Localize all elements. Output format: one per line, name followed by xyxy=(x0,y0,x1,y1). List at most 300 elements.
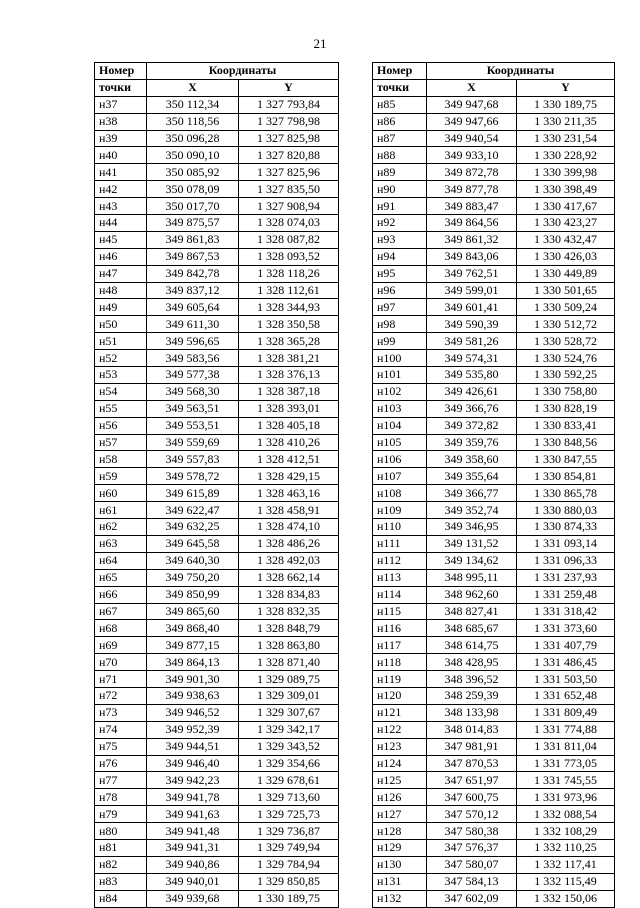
x-coordinate-cell: 347 580,38 xyxy=(427,823,517,840)
x-coordinate-cell: 349 599,01 xyxy=(427,282,517,299)
point-number-cell: н115 xyxy=(373,603,427,620)
y-coordinate-cell: 1 332 110,25 xyxy=(517,839,615,856)
table-row xyxy=(373,434,615,451)
x-coordinate-cell: 349 366,76 xyxy=(427,400,517,417)
point-number-cell: н47 xyxy=(95,265,147,282)
x-coordinate-cell: 348 614,75 xyxy=(427,637,517,654)
y-coordinate-cell: 1 328 118,26 xyxy=(239,265,339,282)
y-coordinate-cell: 1 328 093,52 xyxy=(239,248,339,265)
table-row xyxy=(95,316,339,333)
point-number-cell: н104 xyxy=(373,417,427,434)
y-coordinate-cell: 1 329 713,60 xyxy=(239,789,339,806)
table-row xyxy=(95,383,339,400)
y-coordinate-cell: 1 327 793,84 xyxy=(239,96,339,113)
y-coordinate-cell: 1 330 528,72 xyxy=(517,333,615,350)
table-row xyxy=(373,704,615,721)
table-row xyxy=(373,282,615,299)
point-number-cell: н60 xyxy=(95,485,147,502)
table-row xyxy=(373,198,615,215)
table-row xyxy=(373,890,615,907)
x-coordinate-cell: 347 600,75 xyxy=(427,789,517,806)
table-row xyxy=(373,552,615,569)
y-coordinate-cell: 1 330 758,80 xyxy=(517,383,615,400)
y-coordinate-cell: 1 328 410,26 xyxy=(239,434,339,451)
y-coordinate-cell: 1 331 811,04 xyxy=(517,738,615,755)
point-number-cell: н119 xyxy=(373,671,427,688)
y-coordinate-cell: 1 329 307,67 xyxy=(239,704,339,721)
y-coordinate-cell: 1 329 725,73 xyxy=(239,806,339,823)
x-coordinate-cell: 348 014,83 xyxy=(427,721,517,738)
point-number-cell: н118 xyxy=(373,654,427,671)
point-number-cell: н43 xyxy=(95,198,147,215)
y-coordinate-cell: 1 329 343,52 xyxy=(239,738,339,755)
point-number-cell: н79 xyxy=(95,806,147,823)
y-coordinate-cell: 1 328 662,14 xyxy=(239,569,339,586)
table-row xyxy=(373,333,615,350)
point-number-cell: н40 xyxy=(95,147,147,164)
x-coordinate-cell: 348 259,39 xyxy=(427,687,517,704)
table-row xyxy=(373,535,615,552)
point-number-cell: н39 xyxy=(95,130,147,147)
table-row xyxy=(373,806,615,823)
x-coordinate-cell: 349 611,30 xyxy=(147,316,239,333)
x-coordinate-cell: 349 577,38 xyxy=(147,367,239,384)
y-coordinate-cell: 1 328 376,13 xyxy=(239,367,339,384)
y-coordinate-cell: 1 330 231,54 xyxy=(517,130,615,147)
y-coordinate-cell: 1 328 463,16 xyxy=(239,485,339,502)
header-point-number: Номер xyxy=(373,63,427,80)
point-number-cell: н121 xyxy=(373,704,427,721)
y-coordinate-cell: 1 330 399,98 xyxy=(517,164,615,181)
point-number-cell: н69 xyxy=(95,637,147,654)
table-row xyxy=(373,485,615,502)
y-coordinate-cell: 1 328 405,18 xyxy=(239,417,339,434)
table-row xyxy=(373,839,615,856)
table-row xyxy=(95,535,339,552)
table-row xyxy=(95,856,339,873)
point-number-cell: н94 xyxy=(373,248,427,265)
x-coordinate-cell: 349 750,20 xyxy=(147,569,239,586)
header-x: X xyxy=(427,79,517,96)
y-coordinate-cell: 1 331 652,48 xyxy=(517,687,615,704)
point-number-cell: н89 xyxy=(373,164,427,181)
x-coordinate-cell: 349 868,40 xyxy=(147,620,239,637)
point-number-cell: н120 xyxy=(373,687,427,704)
x-coordinate-cell: 349 861,83 xyxy=(147,231,239,248)
point-number-cell: н130 xyxy=(373,856,427,873)
x-coordinate-cell: 349 946,52 xyxy=(147,704,239,721)
table-row xyxy=(95,637,339,654)
y-coordinate-cell: 1 330 228,92 xyxy=(517,147,615,164)
table-row xyxy=(95,806,339,823)
point-number-cell: н100 xyxy=(373,350,427,367)
point-number-cell: н83 xyxy=(95,873,147,890)
y-coordinate-cell: 1 328 412,51 xyxy=(239,451,339,468)
table-row xyxy=(373,383,615,400)
x-coordinate-cell: 349 559,69 xyxy=(147,434,239,451)
y-coordinate-cell: 1 331 237,93 xyxy=(517,569,615,586)
y-coordinate-cell: 1 330 423,27 xyxy=(517,215,615,232)
table-row xyxy=(373,721,615,738)
header-y: Y xyxy=(517,79,615,96)
y-coordinate-cell: 1 329 850,85 xyxy=(239,873,339,890)
x-coordinate-cell: 349 952,39 xyxy=(147,721,239,738)
header-coordinates: Координаты xyxy=(147,63,339,80)
y-coordinate-cell: 1 328 834,83 xyxy=(239,586,339,603)
table-row xyxy=(95,400,339,417)
point-number-cell: н129 xyxy=(373,839,427,856)
x-coordinate-cell: 349 883,47 xyxy=(427,198,517,215)
y-coordinate-cell: 1 328 848,79 xyxy=(239,620,339,637)
page-number: 21 xyxy=(313,36,327,51)
point-number-cell: н128 xyxy=(373,823,427,840)
x-coordinate-cell: 349 864,56 xyxy=(427,215,517,232)
y-coordinate-cell: 1 330 501,65 xyxy=(517,282,615,299)
point-number-cell: н59 xyxy=(95,468,147,485)
point-number-cell: н116 xyxy=(373,620,427,637)
point-number-cell: н125 xyxy=(373,772,427,789)
y-coordinate-cell: 1 329 678,61 xyxy=(239,772,339,789)
x-coordinate-cell: 347 584,13 xyxy=(427,873,517,890)
x-coordinate-cell: 349 875,57 xyxy=(147,215,239,232)
y-coordinate-cell: 1 328 344,93 xyxy=(239,299,339,316)
y-coordinate-cell: 1 330 880,03 xyxy=(517,502,615,519)
point-number-cell: н111 xyxy=(373,535,427,552)
table-row xyxy=(373,468,615,485)
point-number-cell: н106 xyxy=(373,451,427,468)
point-number-cell: н70 xyxy=(95,654,147,671)
x-coordinate-cell: 347 651,97 xyxy=(427,772,517,789)
point-number-cell: н103 xyxy=(373,400,427,417)
table-row xyxy=(373,130,615,147)
x-coordinate-cell: 350 096,28 xyxy=(147,130,239,147)
x-coordinate-cell: 349 359,76 xyxy=(427,434,517,451)
point-number-cell: н81 xyxy=(95,839,147,856)
table-row xyxy=(95,265,339,282)
table-row xyxy=(373,671,615,688)
table-row xyxy=(95,367,339,384)
x-coordinate-cell: 349 947,66 xyxy=(427,113,517,130)
y-coordinate-cell: 1 332 150,06 xyxy=(517,890,615,907)
x-coordinate-cell: 349 944,51 xyxy=(147,738,239,755)
y-coordinate-cell: 1 327 825,98 xyxy=(239,130,339,147)
point-number-cell: н112 xyxy=(373,552,427,569)
table-row xyxy=(95,198,339,215)
table-row xyxy=(95,164,339,181)
table-row xyxy=(95,113,339,130)
table-row xyxy=(95,687,339,704)
header-point-number-line2: точки xyxy=(95,79,147,96)
x-coordinate-cell: 349 867,53 xyxy=(147,248,239,265)
point-number-cell: н97 xyxy=(373,299,427,316)
table-row xyxy=(373,789,615,806)
y-coordinate-cell: 1 328 486,26 xyxy=(239,535,339,552)
y-coordinate-cell: 1 332 108,29 xyxy=(517,823,615,840)
header-point-number: Номер xyxy=(95,63,147,80)
point-number-cell: н92 xyxy=(373,215,427,232)
y-coordinate-cell: 1 329 089,75 xyxy=(239,671,339,688)
point-number-cell: н108 xyxy=(373,485,427,502)
x-coordinate-cell: 349 131,52 xyxy=(427,535,517,552)
y-coordinate-cell: 1 328 350,58 xyxy=(239,316,339,333)
x-coordinate-cell: 349 563,51 xyxy=(147,400,239,417)
header-coordinates: Координаты xyxy=(427,63,615,80)
point-number-cell: н95 xyxy=(373,265,427,282)
y-coordinate-cell: 1 330 417,67 xyxy=(517,198,615,215)
table-row xyxy=(373,367,615,384)
point-number-cell: н91 xyxy=(373,198,427,215)
point-number-cell: н101 xyxy=(373,367,427,384)
point-number-cell: н74 xyxy=(95,721,147,738)
table-row xyxy=(95,569,339,586)
table-row xyxy=(95,789,339,806)
point-number-cell: н50 xyxy=(95,316,147,333)
x-coordinate-cell: 349 843,06 xyxy=(427,248,517,265)
point-number-cell: н38 xyxy=(95,113,147,130)
table-row xyxy=(373,400,615,417)
table-row xyxy=(95,231,339,248)
x-coordinate-cell: 347 870,53 xyxy=(427,755,517,772)
y-coordinate-cell: 1 332 088,54 xyxy=(517,806,615,823)
x-coordinate-cell: 349 553,51 xyxy=(147,417,239,434)
y-coordinate-cell: 1 328 458,91 xyxy=(239,502,339,519)
point-number-cell: н37 xyxy=(95,96,147,113)
table-row xyxy=(373,772,615,789)
table-row xyxy=(95,620,339,637)
y-coordinate-cell: 1 331 486,45 xyxy=(517,654,615,671)
x-coordinate-cell: 349 358,60 xyxy=(427,451,517,468)
y-coordinate-cell: 1 331 774,88 xyxy=(517,721,615,738)
point-number-cell: н99 xyxy=(373,333,427,350)
table-row xyxy=(95,417,339,434)
point-number-cell: н49 xyxy=(95,299,147,316)
point-number-cell: н110 xyxy=(373,519,427,536)
point-number-cell: н122 xyxy=(373,721,427,738)
x-coordinate-cell: 349 877,15 xyxy=(147,637,239,654)
y-coordinate-cell: 1 328 112,61 xyxy=(239,282,339,299)
x-coordinate-cell: 349 941,31 xyxy=(147,839,239,856)
point-number-cell: н64 xyxy=(95,552,147,569)
x-coordinate-cell: 349 366,77 xyxy=(427,485,517,502)
y-coordinate-cell: 1 328 381,21 xyxy=(239,350,339,367)
y-coordinate-cell: 1 331 773,05 xyxy=(517,755,615,772)
table-row xyxy=(95,890,339,907)
x-coordinate-cell: 349 877,78 xyxy=(427,181,517,198)
point-number-cell: н86 xyxy=(373,113,427,130)
point-number-cell: н54 xyxy=(95,383,147,400)
point-number-cell: н76 xyxy=(95,755,147,772)
x-coordinate-cell: 349 940,54 xyxy=(427,130,517,147)
x-coordinate-cell: 349 872,78 xyxy=(427,164,517,181)
table-row xyxy=(373,215,615,232)
table-row xyxy=(95,181,339,198)
x-coordinate-cell: 349 574,31 xyxy=(427,350,517,367)
x-coordinate-cell: 347 576,37 xyxy=(427,839,517,856)
y-coordinate-cell: 1 328 393,01 xyxy=(239,400,339,417)
x-coordinate-cell: 349 583,56 xyxy=(147,350,239,367)
point-number-cell: н44 xyxy=(95,215,147,232)
y-coordinate-cell: 1 331 503,50 xyxy=(517,671,615,688)
y-coordinate-cell: 1 330 865,78 xyxy=(517,485,615,502)
table-row xyxy=(95,333,339,350)
table-row xyxy=(95,451,339,468)
point-number-cell: н77 xyxy=(95,772,147,789)
point-number-cell: н131 xyxy=(373,873,427,890)
y-coordinate-cell: 1 330 449,89 xyxy=(517,265,615,282)
table-row xyxy=(95,603,339,620)
x-coordinate-cell: 348 133,98 xyxy=(427,704,517,721)
point-number-cell: н52 xyxy=(95,350,147,367)
y-coordinate-cell: 1 328 429,15 xyxy=(239,468,339,485)
y-coordinate-cell: 1 328 087,82 xyxy=(239,231,339,248)
y-coordinate-cell: 1 330 828,19 xyxy=(517,400,615,417)
table-body-left xyxy=(95,96,339,907)
y-coordinate-cell: 1 330 854,81 xyxy=(517,468,615,485)
x-coordinate-cell: 349 615,89 xyxy=(147,485,239,502)
table-row xyxy=(373,687,615,704)
x-coordinate-cell: 349 865,60 xyxy=(147,603,239,620)
table-row xyxy=(373,265,615,282)
x-coordinate-cell: 349 762,51 xyxy=(427,265,517,282)
x-coordinate-cell: 349 346,95 xyxy=(427,519,517,536)
x-coordinate-cell: 347 602,09 xyxy=(427,890,517,907)
table-row xyxy=(95,586,339,603)
x-coordinate-cell: 349 940,86 xyxy=(147,856,239,873)
x-coordinate-cell: 347 570,12 xyxy=(427,806,517,823)
point-number-cell: н58 xyxy=(95,451,147,468)
table-row xyxy=(373,823,615,840)
y-coordinate-cell: 1 330 512,72 xyxy=(517,316,615,333)
x-coordinate-cell: 349 596,65 xyxy=(147,333,239,350)
point-number-cell: н105 xyxy=(373,434,427,451)
y-coordinate-cell: 1 327 835,50 xyxy=(239,181,339,198)
y-coordinate-cell: 1 330 833,41 xyxy=(517,417,615,434)
point-number-cell: н57 xyxy=(95,434,147,451)
point-number-cell: н78 xyxy=(95,789,147,806)
x-coordinate-cell: 349 352,74 xyxy=(427,502,517,519)
x-coordinate-cell: 349 941,78 xyxy=(147,789,239,806)
point-number-cell: н109 xyxy=(373,502,427,519)
point-number-cell: н55 xyxy=(95,400,147,417)
table-row xyxy=(373,451,615,468)
x-coordinate-cell: 350 118,56 xyxy=(147,113,239,130)
point-number-cell: н51 xyxy=(95,333,147,350)
table-row xyxy=(95,502,339,519)
x-coordinate-cell: 349 622,47 xyxy=(147,502,239,519)
x-coordinate-cell: 349 581,26 xyxy=(427,333,517,350)
point-number-cell: н85 xyxy=(373,96,427,113)
y-coordinate-cell: 1 331 093,14 xyxy=(517,535,615,552)
y-coordinate-cell: 1 327 820,88 xyxy=(239,147,339,164)
y-coordinate-cell: 1 330 189,75 xyxy=(517,96,615,113)
table-row xyxy=(373,856,615,873)
table-row xyxy=(373,231,615,248)
x-coordinate-cell: 349 557,83 xyxy=(147,451,239,468)
table-row xyxy=(95,434,339,451)
x-coordinate-cell: 349 938,63 xyxy=(147,687,239,704)
point-number-cell: н68 xyxy=(95,620,147,637)
x-coordinate-cell: 349 850,99 xyxy=(147,586,239,603)
table-row xyxy=(95,350,339,367)
x-coordinate-cell: 349 940,01 xyxy=(147,873,239,890)
y-coordinate-cell: 1 331 318,42 xyxy=(517,603,615,620)
table-row xyxy=(373,873,615,890)
y-coordinate-cell: 1 329 736,87 xyxy=(239,823,339,840)
y-coordinate-cell: 1 331 973,96 xyxy=(517,789,615,806)
point-number-cell: н87 xyxy=(373,130,427,147)
x-coordinate-cell: 349 645,58 xyxy=(147,535,239,552)
table-row xyxy=(373,637,615,654)
header-point-number-line2: точки xyxy=(373,79,427,96)
x-coordinate-cell: 349 632,25 xyxy=(147,519,239,536)
y-coordinate-cell: 1 330 398,49 xyxy=(517,181,615,198)
table-row xyxy=(373,113,615,130)
y-coordinate-cell: 1 328 871,40 xyxy=(239,654,339,671)
y-coordinate-cell: 1 331 809,49 xyxy=(517,704,615,721)
y-coordinate-cell: 1 330 189,75 xyxy=(239,890,339,907)
y-coordinate-cell: 1 327 908,94 xyxy=(239,198,339,215)
point-number-cell: н61 xyxy=(95,502,147,519)
point-number-cell: н124 xyxy=(373,755,427,772)
point-number-cell: н117 xyxy=(373,637,427,654)
point-number-cell: н48 xyxy=(95,282,147,299)
x-coordinate-cell: 349 941,48 xyxy=(147,823,239,840)
table-row xyxy=(95,282,339,299)
point-number-cell: н66 xyxy=(95,586,147,603)
point-number-cell: н67 xyxy=(95,603,147,620)
table-row xyxy=(95,738,339,755)
table-row xyxy=(95,248,339,265)
x-coordinate-cell: 349 933,10 xyxy=(427,147,517,164)
table-row xyxy=(95,839,339,856)
x-coordinate-cell: 349 837,12 xyxy=(147,282,239,299)
point-number-cell: н46 xyxy=(95,248,147,265)
y-coordinate-cell: 1 328 387,18 xyxy=(239,383,339,400)
table-row xyxy=(373,569,615,586)
point-number-cell: н88 xyxy=(373,147,427,164)
table-row xyxy=(373,519,615,536)
table-row xyxy=(373,147,615,164)
x-coordinate-cell: 349 426,61 xyxy=(427,383,517,400)
point-number-cell: н90 xyxy=(373,181,427,198)
point-number-cell: н127 xyxy=(373,806,427,823)
point-number-cell: н41 xyxy=(95,164,147,181)
point-number-cell: н72 xyxy=(95,687,147,704)
x-coordinate-cell: 349 355,64 xyxy=(427,468,517,485)
y-coordinate-cell: 1 330 211,35 xyxy=(517,113,615,130)
coordinates-table-left xyxy=(94,62,339,908)
table-row xyxy=(373,164,615,181)
y-coordinate-cell: 1 332 115,49 xyxy=(517,873,615,890)
y-coordinate-cell: 1 330 874,33 xyxy=(517,519,615,536)
table-row xyxy=(95,215,339,232)
x-coordinate-cell: 349 578,72 xyxy=(147,468,239,485)
point-number-cell: н53 xyxy=(95,367,147,384)
table-row xyxy=(95,671,339,688)
point-number-cell: н56 xyxy=(95,417,147,434)
y-coordinate-cell: 1 330 426,03 xyxy=(517,248,615,265)
point-number-cell: н75 xyxy=(95,738,147,755)
table-row xyxy=(373,738,615,755)
x-coordinate-cell: 349 946,40 xyxy=(147,755,239,772)
table-row xyxy=(373,316,615,333)
x-coordinate-cell: 350 017,70 xyxy=(147,198,239,215)
point-number-cell: н123 xyxy=(373,738,427,755)
table-row xyxy=(95,96,339,113)
point-number-cell: н126 xyxy=(373,789,427,806)
table-row xyxy=(95,873,339,890)
table-row xyxy=(95,552,339,569)
